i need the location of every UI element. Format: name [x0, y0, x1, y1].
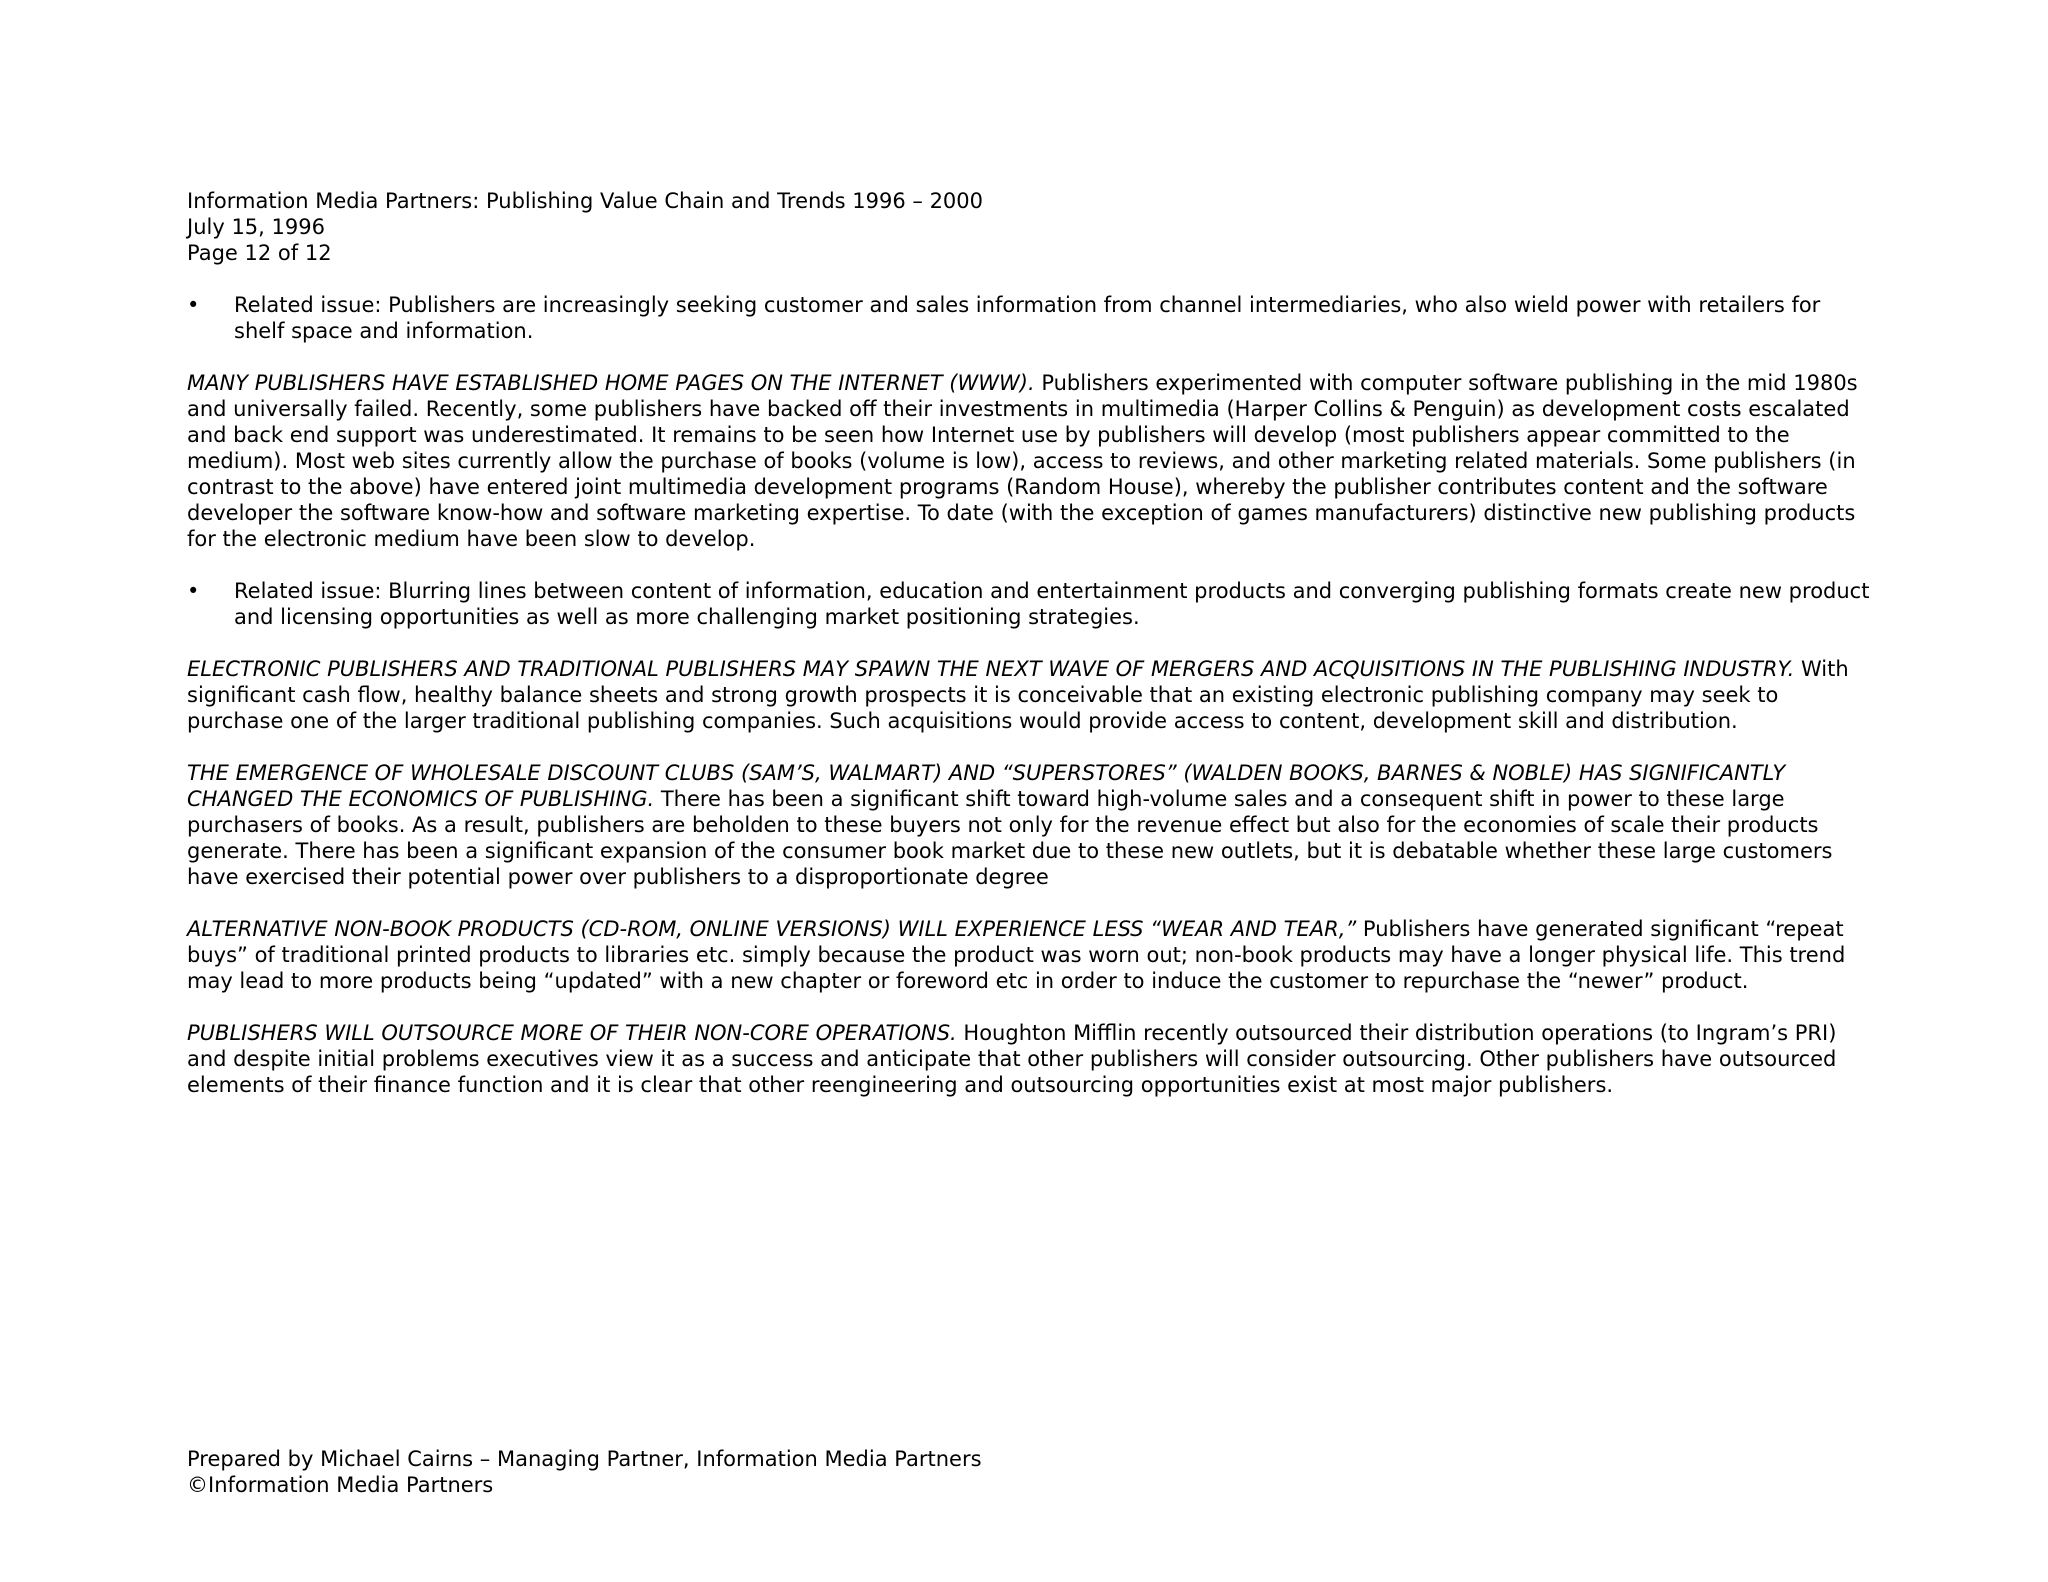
paragraph-lead: ALTERNATIVE NON-BOOK PRODUCTS (CD-ROM, ONLINE VERSIONS) WILL EXPERIENCE LESS “WEAR AND TEAR,”	[187, 917, 1357, 941]
bullet-text: Related issue: Publishers are increasingly seeking customer and sales information from channel intermediaries, who also wield power with retailers for shelf space and information.	[234, 293, 1821, 343]
paragraph-outsourcing	[187, 1020, 1877, 1098]
paragraph-text: Houghton Mifflin recently outsourced their distribution operations (to Ingram’s PRI) and despite initial problems executives view it as a success and anticipate that other publishers will consider outsourcing. Other publishers have outsourced elements of their finance function and it is clear that other reengineering and outsourcing opportunities exist at most major publishers.	[187, 1021, 1837, 1097]
paragraph-home-pages	[187, 370, 1877, 552]
page-number: Page 12 of 12	[187, 241, 332, 265]
paragraph-lead: PUBLISHERS WILL OUTSOURCE MORE OF THEIR NON-CORE OPERATIONS.	[187, 1021, 957, 1045]
paragraph-lead: ELECTRONIC PUBLISHERS AND TRADITIONAL PUBLISHERS MAY SPAWN THE NEXT WAVE OF MERGERS AND ACQUISITIONS IN THE PUBLISHING INDUSTRY.	[187, 657, 1795, 681]
bullet-icon: •	[187, 579, 200, 603]
bullet-text: Related issue: Blurring lines between content of information, education and entertainment products and converging publishing formats create new product and licensing opportunities as well as more challenging market positioning strategies.	[234, 579, 1870, 629]
document-header	[187, 188, 1877, 266]
paragraph-mergers	[187, 656, 1877, 734]
document-footer	[187, 1446, 1877, 1498]
document-date: July 15, 1996	[187, 215, 325, 239]
paragraph-superstores	[187, 760, 1877, 890]
paragraph-text: With significant cash flow, healthy balance sheets and strong growth prospects it is conceivable that an existing electronic publishing company may seek to purchase one of the larger traditional publishing companies. Such acquisitions would provide access to content, development skill and distribution.	[187, 657, 1849, 733]
paragraph-lead: MANY PUBLISHERS HAVE ESTABLISHED HOME PAGES ON THE INTERNET (WWW).	[187, 371, 1035, 395]
paragraph-non-book-products	[187, 916, 1877, 994]
bullet-item-related-issue-2	[187, 578, 1877, 630]
paragraph-text: There has been a significant shift toward high-volume sales and a consequent shift in power to these large purchasers of books. As a result, publishers are beholden to these buyers not only for the revenue effect but also for the economies of scale their products generate. There has been a significant expansion of the consumer book market due to these new outlets, but it is debatable whether these large customers have exercised their potential power over publishers to a disproportionate degree	[187, 787, 1833, 889]
document-title: Information Media Partners: Publishing Value Chain and Trends 1996 – 2000	[187, 189, 984, 213]
prepared-by: Prepared by Michael Cairns – Managing Partner, Information Media Partners	[187, 1447, 982, 1471]
bullet-item-related-issue-1	[187, 292, 1877, 344]
bullet-icon: •	[187, 293, 200, 317]
copyright: ©Information Media Partners	[187, 1473, 494, 1497]
paragraph-lead: THE EMERGENCE OF WHOLESALE DISCOUNT CLUBS (SAM’S, WALMART) AND “SUPERSTORES” (WALDEN BOOKS, BARNES & NOBLE) HAS SIGNIFICANTLY CHANGED THE ECONOMICS OF PUBLISHING.	[187, 761, 1786, 811]
paragraph-text: Publishers have generated significant “repeat buys” of traditional printed products to libraries etc. simply because the product was worn out; non-book products may have a longer physical life. This trend may lead to more products being “updated” with a new chapter or foreword etc in order to induce the customer to repurchase the “newer” product.	[187, 917, 1846, 993]
paragraph-text: Publishers experimented with computer software publishing in the mid 1980s and universally failed. Recently, some publishers have backed off their investments in multimedia (Harper Collins & Penguin) as development costs escalated and back end support was underestimated. It remains to be seen how Internet use by publishers will develop (most publishers appear committed to the medium). Most web sites currently allow the purchase of books (volume is low), access to reviews, and other marketing related materials. Some publishers (in contrast to the above) have entered joint multimedia development programs (Random House), whereby the publisher contributes content and the software developer the software know-how and software marketing expertise. To date (with the exception of games manufacturers) distinctive new publishing products for the electronic medium have been slow to develop.	[187, 371, 1858, 551]
document-page	[187, 188, 1877, 1098]
